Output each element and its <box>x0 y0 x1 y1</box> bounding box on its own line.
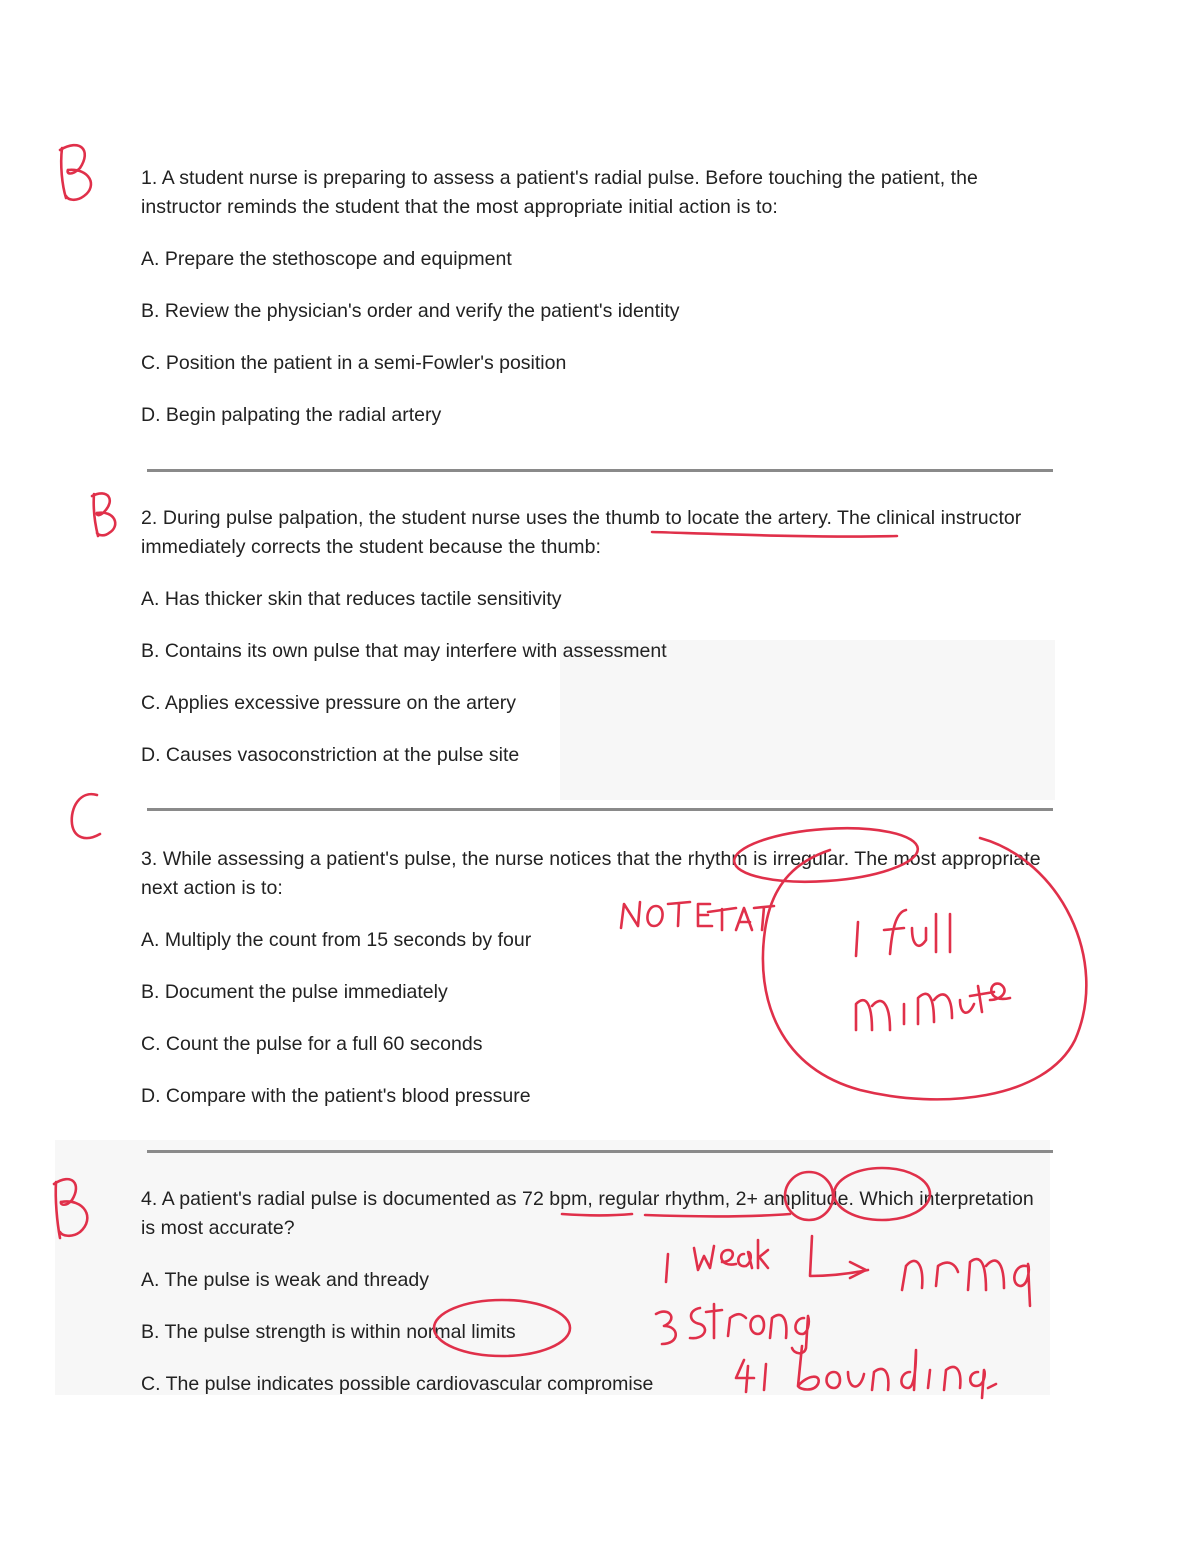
question-4-option-a: A. The pulse is weak and thready <box>141 1269 429 1291</box>
handwritten-1-full <box>856 910 950 956</box>
question-2-option-d: D. Causes vasoconstriction at the pulse site <box>141 744 520 766</box>
question-4 <box>141 1185 1046 1395</box>
handwritten-minute <box>856 984 1010 1030</box>
question-2-stem: 2. During pulse palpation, the student nurse uses the thumb to locate the artery. The clinical instructor immediately corrects the student because the thumb: <box>141 507 1022 558</box>
scan-tint-1 <box>560 640 1055 800</box>
divider-1 <box>147 469 1053 472</box>
question-2-option-a: A. Has thicker skin that reduces tactile sensitivity <box>141 588 562 610</box>
divider-2 <box>147 808 1053 811</box>
handwritten-answer-q3 <box>72 794 100 838</box>
question-2 <box>141 504 1046 766</box>
question-3-option-b: B. Document the pulse immediately <box>141 981 448 1003</box>
question-3 <box>141 845 1046 1107</box>
question-1-option-c: C. Position the patient in a semi-Fowler's position <box>141 352 567 374</box>
question-3-option-c: C. Count the pulse for a full 60 seconds <box>141 1033 483 1055</box>
question-4-stem: 4. A patient's radial pulse is documented as 72 bpm, regular rhythm, 2+ amplitude. Which interpretation is most accurate? <box>141 1188 1034 1239</box>
question-1 <box>141 164 1046 426</box>
handwritten-note-that <box>621 902 774 930</box>
question-2-option-c: C. Applies excessive pressure on the artery <box>141 692 517 714</box>
handwritten-answer-q2 <box>92 493 115 536</box>
question-1-stem: 1. A student nurse is preparing to assess a patient's radial pulse. Before touching the patient, the instructor reminds the student that the most appropriate initial action is to: <box>141 167 978 218</box>
handwritten-answer-q1 <box>60 145 91 200</box>
divider-3 <box>147 1150 1053 1153</box>
question-4-option-c: C. The pulse indicates possible cardiovascular compromise <box>141 1373 654 1395</box>
question-1-option-b: B. Review the physician's order and verify the patient's identity <box>141 300 680 322</box>
question-3-option-d: D. Compare with the patient's blood pressure <box>141 1085 531 1107</box>
question-1-option-d: D. Begin palpating the radial artery <box>141 404 442 426</box>
question-2-option-b: B. Contains its own pulse that may interfere with assessment <box>141 640 667 662</box>
question-4-option-b: B. The pulse strength is within normal limits <box>141 1321 516 1343</box>
question-3-option-a: A. Multiply the count from 15 seconds by four <box>141 929 532 951</box>
question-1-option-a: A. Prepare the stethoscope and equipment <box>141 248 512 270</box>
question-3-stem: 3. While assessing a patient's pulse, the nurse notices that the rhythm is irregular. The most appropriate next action is to: <box>141 848 1041 899</box>
